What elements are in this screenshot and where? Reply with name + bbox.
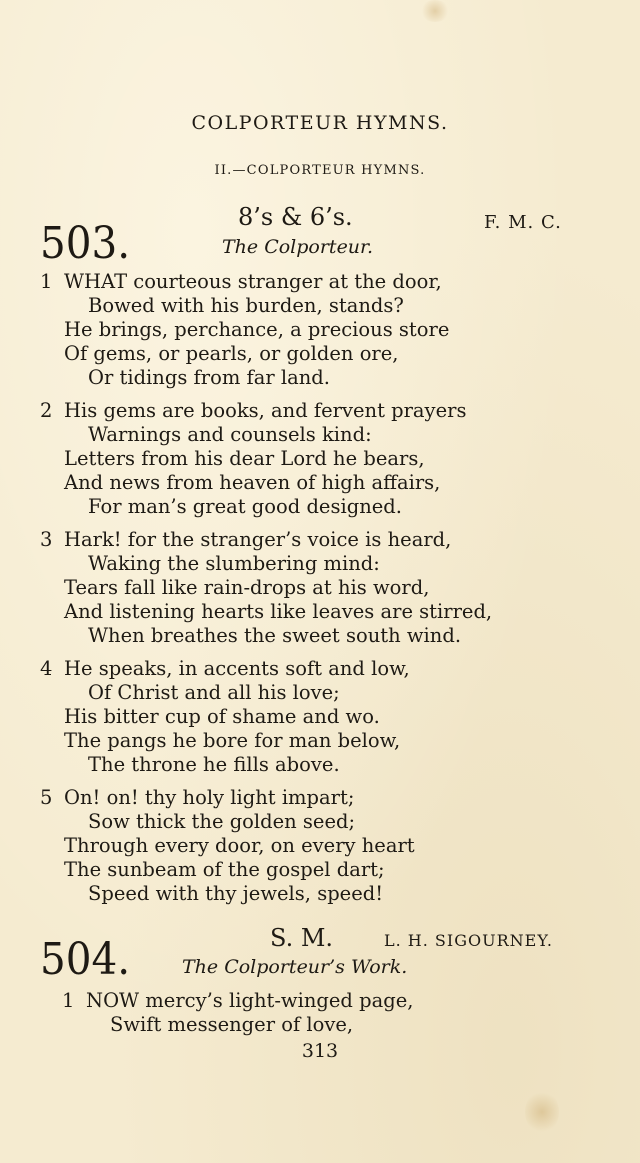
verse-line: His gems are books, and fervent prayers	[64, 399, 467, 422]
verse-line: For man’s great good designed.	[88, 495, 402, 518]
hymn-title: The Colporteur’s Work.	[182, 956, 408, 978]
paper-stain	[525, 1090, 559, 1134]
stanza-number: 2	[40, 399, 53, 422]
stanza-number: 1	[40, 270, 53, 293]
verse-line: When breathes the sweet south wind.	[88, 624, 462, 647]
hymn-title: The Colporteur.	[222, 236, 374, 258]
verse-line: Hark! for the stranger’s voice is heard,	[64, 528, 452, 551]
hymn-meter: S. M.	[270, 924, 334, 952]
verse-line: NOW mercy’s light-winged page,	[86, 989, 414, 1012]
verse-line: The throne he fills above.	[88, 753, 340, 776]
verse-line: Waking the slumbering mind:	[88, 552, 380, 575]
verse-line: The pangs he bore for man below,	[64, 729, 401, 752]
hymn-author: L. H. SIGOURNEY.	[384, 931, 553, 950]
hymn-number: 504.	[40, 934, 131, 985]
stanza-number: 3	[40, 528, 53, 551]
verse-line: Through every door, on every heart	[64, 834, 415, 857]
section-heading: II.—COLPORTEUR HYMNS.	[214, 163, 426, 178]
verse-line: Of gems, or pearls, or golden ore,	[64, 342, 399, 365]
hymn-meter: 8’s & 6’s.	[238, 203, 353, 231]
verse-line: His bitter cup of shame and wo.	[64, 705, 380, 728]
verse-line: On! on! thy holy light impart;	[64, 786, 355, 809]
verse-line: Swift messenger of love,	[110, 1013, 354, 1036]
verse-line: Tears fall like rain-drops at his word,	[64, 576, 430, 599]
verse-line: Sow thick the golden seed;	[88, 810, 356, 833]
verse-line: Speed with thy jewels, speed!	[88, 882, 384, 905]
verse-line: And news from heaven of high affairs,	[64, 471, 441, 494]
verse-line: Letters from his dear Lord he bears,	[64, 447, 425, 470]
verse-line: Warnings and counsels kind:	[88, 423, 372, 446]
verse-line: Or tidings from far land.	[88, 366, 330, 389]
verse-line: The sunbeam of the gospel dart;	[64, 858, 385, 881]
verse-line: He brings, perchance, a precious store	[64, 318, 450, 341]
verse-line: Bowed with his burden, stands?	[88, 294, 404, 317]
page-number: 313	[301, 1040, 339, 1062]
verse-line: He speaks, in accents soft and low,	[64, 657, 410, 680]
verse-line: Of Christ and all his love;	[88, 681, 340, 704]
stanza-number: 5	[40, 786, 53, 809]
paper-stain	[420, 0, 450, 22]
verse-line: WHAT courteous stranger at the door,	[64, 270, 442, 293]
hymn-number: 503.	[40, 218, 131, 269]
running-head: COLPORTEUR HYMNS.	[191, 112, 449, 134]
stanza-number: 4	[40, 657, 53, 680]
verse-line: And listening hearts like leaves are stirred,	[64, 600, 493, 623]
stanza-number: 1	[62, 989, 75, 1012]
hymn-author: F. M. C.	[484, 212, 562, 233]
